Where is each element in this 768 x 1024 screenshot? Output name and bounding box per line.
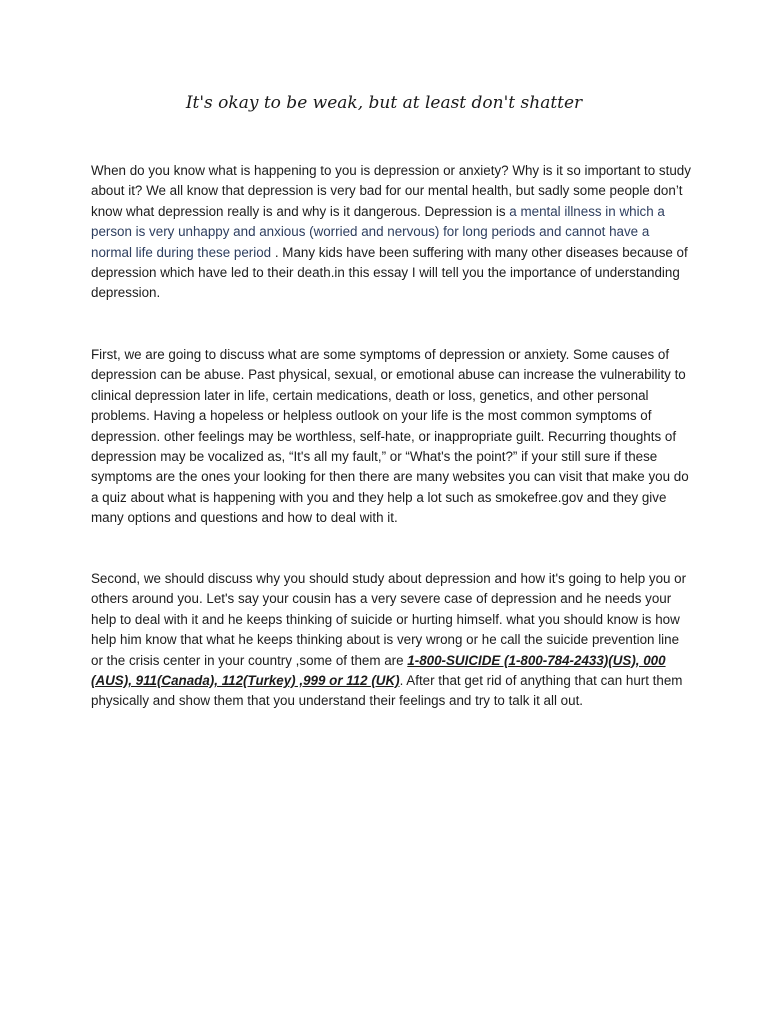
paragraph-introduction-text-end: . Many kids have been suffering with many other diseases because of depression which have led to their death.in this essay I will tell you the importance of understanding depression.: [91, 244, 688, 301]
document-title: It's okay to be weak, but at least don't shatter: [185, 93, 583, 113]
depression-definition-quote: a mental illness in which a person is very unhappy and anxious (worried and nervous) for long periods and cannot have a normal life during these period: [91, 203, 665, 260]
paragraph-helping-text: Second, we should discuss why you should study about depression and how it's going to help you or others around you. Let's say your cousin has a very severe case of depression and he needs your help to deal with it and he keeps thinking of suicide or hurting himself. what you should know is how help him know that what he keeps thinking about is very wrong or he call the suicide prevention line or the crisis center in your country ,some of them are: [91, 571, 687, 668]
hotline-numbers-link[interactable]: 1-800-SUICIDE (1-800-784-2433)(US), 000 (AUS), 911(Canada), 112(Turkey) ,999 or 112 (UK): [91, 652, 666, 689]
paragraph-helping-others: [91, 569, 691, 712]
paragraph-symptoms: First, we are going to discuss what are some symptoms of depression or anxiety. Some causes of depression can be abuse. Past physical, sexual, or emotional abuse can increase the vulnerability to clinical depression later in life, certain medications, death or loss, genetics, and other personal problems. Having a hopeless or helpless outlook on your life is the most common symptoms of depression. other feelings may be worthless, self-hate, or inappropriate guilt. Recurring thoughts of depression may be vocalized as, “It's all my fault,” or “What's the point?” if your still sure if these symptoms are the ones your looking for then there are many websites you can visit that make you do a quiz about what is happening with you and they help a lot such as smokefree.gov and they give many options and questions and how to deal with it.: [91, 347, 689, 526]
paragraph-introduction: [91, 161, 691, 304]
paragraph-introduction-text: When do you know what is happening to you is depression or anxiety? Why is it so important to study about it? We all know that depression is very bad for our mental health, but sadly some people don’t know what depression really is and why is it dangerous. Depression is: [91, 163, 691, 219]
paragraph-helping-text-end: . After that get rid of anything that can hurt them physically and show them that you understand their feelings and try to talk it all out.: [91, 673, 683, 709]
